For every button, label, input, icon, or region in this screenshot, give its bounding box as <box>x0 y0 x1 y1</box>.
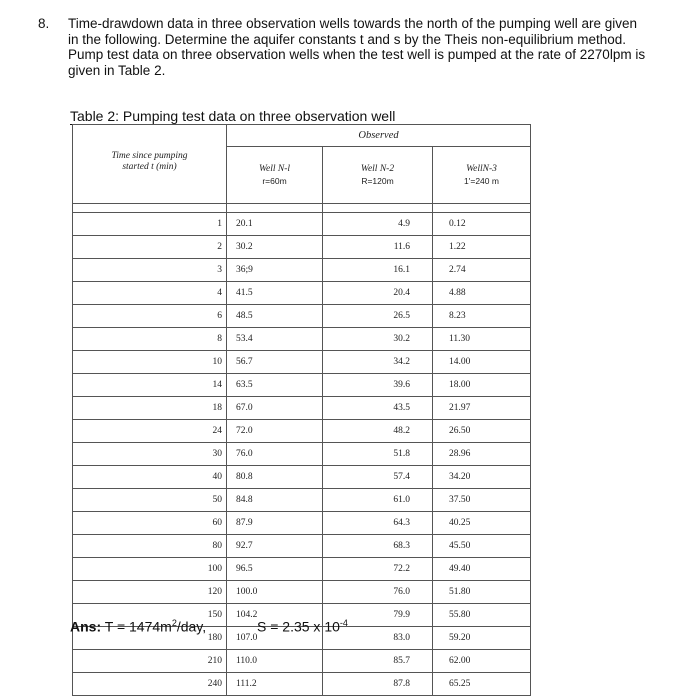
well-n2-distance: R=120m <box>361 175 394 186</box>
table-row <box>73 466 531 489</box>
well-n2-name: Well N-2 <box>360 163 395 174</box>
table-row <box>73 282 531 305</box>
well-n1-cell: 92.7 <box>227 535 323 558</box>
time-cell: 80 <box>73 535 227 558</box>
time-cell: 100 <box>73 558 227 581</box>
well-n1-distance: r=60m <box>262 175 287 186</box>
well-n3-cell: 34.20 <box>433 466 531 489</box>
well-n3-cell: 62.00 <box>433 650 531 673</box>
well-n2-cell: 16.1 <box>323 259 433 282</box>
table-row <box>73 397 531 420</box>
time-cell: 150 <box>73 604 227 627</box>
well-n2-cell: 34.2 <box>323 351 433 374</box>
time-cell: 210 <box>73 650 227 673</box>
time-cell: 6 <box>73 305 227 328</box>
well-n2-cell: 30.2 <box>323 328 433 351</box>
time-cell: 18 <box>73 397 227 420</box>
spacer-row <box>73 204 531 213</box>
time-cell: 4 <box>73 282 227 305</box>
well-n2-cell: 39.6 <box>323 374 433 397</box>
well-n1-cell: 110.0 <box>227 650 323 673</box>
well-n3-cell: 59.20 <box>433 627 531 650</box>
well-n1-cell: 111.2 <box>227 673 323 696</box>
table-row <box>73 535 531 558</box>
well-n1-cell: 67.0 <box>227 397 323 420</box>
well-n1-cell: 76.0 <box>227 443 323 466</box>
well-n1-cell: 36;9 <box>227 259 323 282</box>
time-cell: 240 <box>73 673 227 696</box>
time-cell: 8 <box>73 328 227 351</box>
table-row <box>73 213 531 236</box>
well-n3-cell: 49.40 <box>433 558 531 581</box>
well-n3-cell: 28.96 <box>433 443 531 466</box>
well-n2-cell: 26.5 <box>323 305 433 328</box>
well-n2-cell: 79.9 <box>323 604 433 627</box>
well-n3-cell: 1.22 <box>433 236 531 259</box>
time-column-header <box>73 125 227 204</box>
well-n2-cell: 20.4 <box>323 282 433 305</box>
table-row <box>73 512 531 535</box>
time-cell: 30 <box>73 443 227 466</box>
well-n1-cell: 87.9 <box>227 512 323 535</box>
well-n3-cell: 51.80 <box>433 581 531 604</box>
table-row <box>73 489 531 512</box>
well-n1-cell: 80.8 <box>227 466 323 489</box>
time-cell: 14 <box>73 374 227 397</box>
well-n3-cell: 2.74 <box>433 259 531 282</box>
time-cell: 40 <box>73 466 227 489</box>
well-n2-cell: 64.3 <box>323 512 433 535</box>
well-n2-cell: 87.8 <box>323 673 433 696</box>
well-n1-cell: 100.0 <box>227 581 323 604</box>
answer-transmissivity <box>70 618 206 635</box>
well-n3-cell: 37.50 <box>433 489 531 512</box>
well-n3-cell: 65.25 <box>433 673 531 696</box>
well-n3-cell: 4.88 <box>433 282 531 305</box>
well-n1-cell: 107.0 <box>227 627 323 650</box>
well-n1-cell: 48.5 <box>227 305 323 328</box>
time-cell: 10 <box>73 351 227 374</box>
well-n2-cell: 83.0 <box>323 627 433 650</box>
table-row <box>73 259 531 282</box>
time-cell: 1 <box>73 213 227 236</box>
table-row <box>73 581 531 604</box>
well-n3-cell: 8.23 <box>433 305 531 328</box>
well-n1-name: Well N-l <box>258 163 291 174</box>
well-n1-cell: 104.2 <box>227 604 323 627</box>
well-n2-cell: 72.2 <box>323 558 433 581</box>
transmissivity-unit: /day, <box>176 618 207 635</box>
table-row <box>73 420 531 443</box>
pumping-test-table <box>72 124 531 696</box>
time-cell: 2 <box>73 236 227 259</box>
well-n1-cell: 20.1 <box>227 213 323 236</box>
transmissivity-value: T = 1474m <box>104 618 172 635</box>
table-row <box>73 236 531 259</box>
well-n1-cell: 96.5 <box>227 558 323 581</box>
well-n2-cell: 68.3 <box>323 535 433 558</box>
table-row <box>73 650 531 673</box>
well-n1-cell: 84.8 <box>227 489 323 512</box>
well-n2-cell: 43.5 <box>323 397 433 420</box>
well-n2-cell: 57.4 <box>323 466 433 489</box>
time-cell: 180 <box>73 627 227 650</box>
answer-label: Ans: <box>70 618 102 635</box>
well-n2-header <box>323 147 433 204</box>
storativity-exponent: -4 <box>339 618 348 628</box>
well-n2-cell: 76.0 <box>323 581 433 604</box>
transmissivity-exponent: 2 <box>171 618 177 628</box>
well-n1-cell: 63.5 <box>227 374 323 397</box>
storativity-value: S = 2.35 x 10 <box>257 618 340 635</box>
well-n3-cell: 55.80 <box>433 604 531 627</box>
well-n3-header <box>433 147 531 204</box>
table-row <box>73 673 531 696</box>
well-n2-cell: 51.8 <box>323 443 433 466</box>
table-row <box>73 328 531 351</box>
time-cell: 3 <box>73 259 227 282</box>
well-n3-cell: 45.50 <box>433 535 531 558</box>
table-caption: Table 2: Pumping test data on three observation well <box>70 108 396 124</box>
well-n3-cell: 14.00 <box>433 351 531 374</box>
table-row <box>73 558 531 581</box>
well-n1-cell: 30.2 <box>227 236 323 259</box>
well-n3-cell: 40.25 <box>433 512 531 535</box>
well-n3-name: WellN-3 <box>466 163 497 174</box>
well-n3-cell: 11.30 <box>433 328 531 351</box>
well-n2-cell: 11.6 <box>323 236 433 259</box>
observed-header: Observed <box>227 125 531 147</box>
well-n1-cell: 72.0 <box>227 420 323 443</box>
well-n1-cell: 41.5 <box>227 282 323 305</box>
well-n2-cell: 61.0 <box>323 489 433 512</box>
table-row <box>73 305 531 328</box>
well-n1-cell: 53.4 <box>227 328 323 351</box>
well-n3-distance: 1'=240 m <box>464 175 499 186</box>
well-n1-header <box>227 147 323 204</box>
answer-storativity <box>257 618 348 635</box>
well-n3-cell: 26.50 <box>433 420 531 443</box>
well-n2-cell: 85.7 <box>323 650 433 673</box>
table-row <box>73 374 531 397</box>
table-row <box>73 443 531 466</box>
well-n3-cell: 0.12 <box>433 213 531 236</box>
well-n1-cell: 56.7 <box>227 351 323 374</box>
time-header-line2: started t (min) <box>122 162 177 172</box>
well-n2-cell: 48.2 <box>323 420 433 443</box>
time-cell: 24 <box>73 420 227 443</box>
question-number: 8. <box>38 16 50 31</box>
well-n3-cell: 21.97 <box>433 397 531 420</box>
question-text: Time-drawdown data in three observation wells towards the north of the pumping well are given in the following. Determine the aquifer constants t and s by the Theis non-equilibrium method. Pump test data on three observation wells when the test well is pumped at the rate of 2270lpm is given in Table 2. <box>68 16 646 78</box>
table-row <box>73 351 531 374</box>
time-header-line1: Time since pumping <box>111 151 188 161</box>
time-cell: 60 <box>73 512 227 535</box>
time-cell: 50 <box>73 489 227 512</box>
time-cell: 120 <box>73 581 227 604</box>
well-n2-cell: 4.9 <box>323 213 433 236</box>
well-n3-cell: 18.00 <box>433 374 531 397</box>
